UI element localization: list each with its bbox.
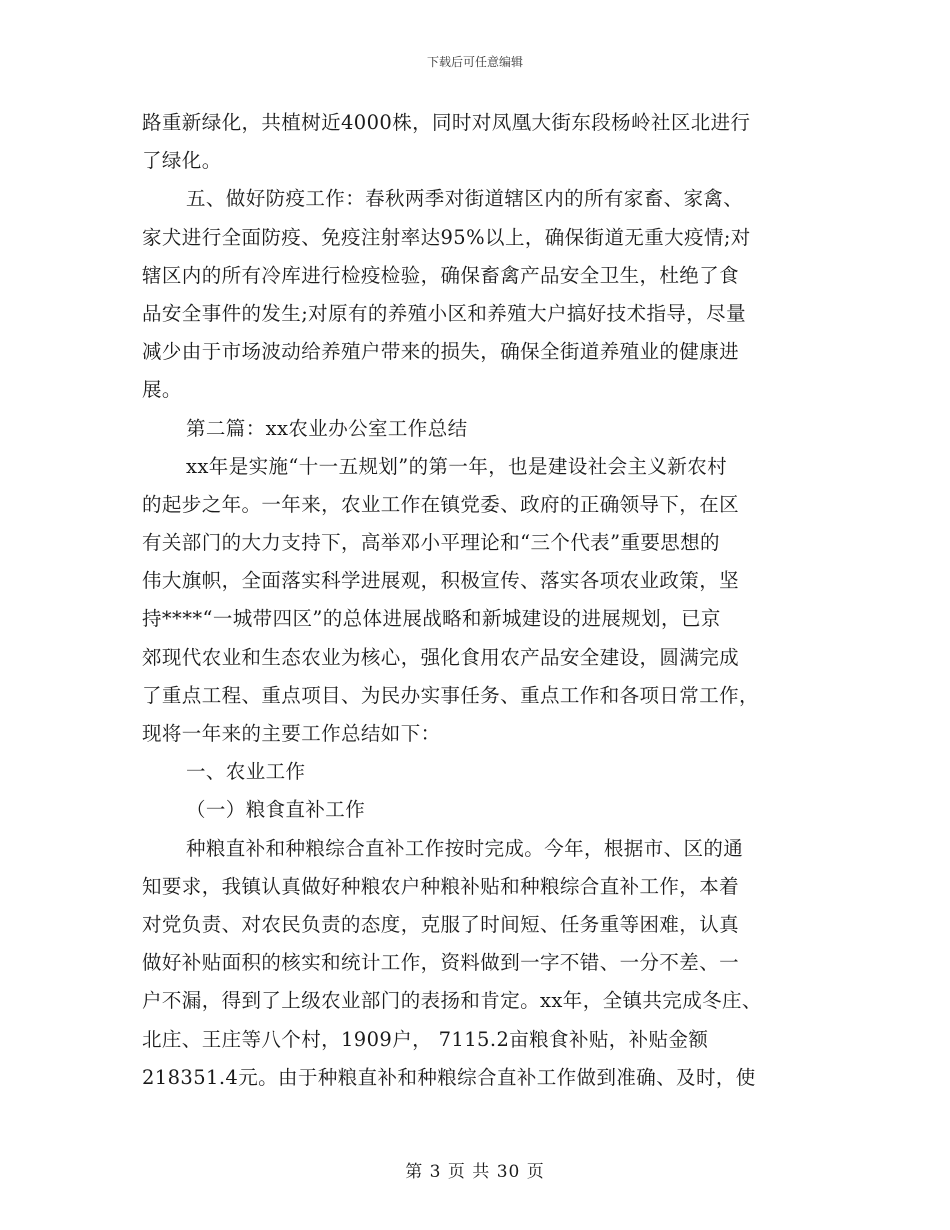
text-line: 了重点工程、重点项目、为民办实事任务、重点工作和各项日常工作， — [142, 683, 759, 707]
header-note: 下载后可任意编辑 — [426, 55, 523, 69]
text-line: 一、农业工作 — [186, 760, 306, 784]
text-line: 218351.4元。由于种粮直补和种粮综合直补工作做到准确、及时，使 — [142, 1065, 756, 1089]
text-line: 郊现代农业和生态农业为核心，强化食用农产品安全建设，圆满完成 — [142, 645, 740, 669]
text-line: 第二篇：xx农业办公室工作总结 — [186, 416, 468, 440]
document-body — [142, 104, 808, 1097]
text-line: 知要求，我镇认真做好种粮农户种粮补贴和种粮综合直补工作，本着 — [142, 874, 740, 898]
text-line: 家犬进行全面防疫、免疫注射率达95%以上，确保街道无重大疫情;对 — [142, 225, 751, 249]
text-line: 减少由于市场波动给养殖户带来的损失，确保全街道养殖业的健康进 — [142, 340, 740, 364]
text-line: 了绿化。 — [142, 149, 222, 173]
text-line: 伟大旗帜，全面落实科学进展观，积极宣传、落实各项农业政策，坚 — [142, 569, 740, 593]
text-line: 五、做好防疫工作：春秋两季对街道辖区内的所有家畜、家禽、 — [186, 187, 744, 211]
text-line: （一）粮食直补工作 — [186, 798, 366, 822]
text-line: 现将一年来的主要工作总结如下： — [142, 722, 441, 745]
text-line: 有关部门的大力支持下，高举邓小平理论和“三个代表”重要思想的 — [142, 531, 720, 555]
text-line: 北庄、王庄等八个村，1909户， 7115.2亩粮食补贴，补贴金额 — [142, 1027, 709, 1051]
text-line: 种粮直补和种粮综合直补工作按时完成。今年，根据市、区的通 — [186, 836, 744, 860]
text-line: xx年是实施“十一五规划”的第一年，也是建设社会主义新农村 — [186, 454, 728, 478]
page-footer: 第 3 页 共 30 页 — [405, 1162, 545, 1182]
text-line: 对党负责、对农民负责的态度，克服了时间短、任务重等困难，认真 — [142, 912, 740, 936]
text-line: 户不漏，得到了上级农业部门的表扬和肯定。xx年，全镇共完成冬庄、 — [142, 989, 762, 1013]
text-line: 路重新绿化，共植树近4000株，同时对凤凰大街东段杨岭社区北进行 — [142, 111, 751, 134]
text-line: 展。 — [142, 378, 182, 402]
text-line: 的起步之年。一年来，农业工作在镇党委、政府的正确领导下，在区 — [142, 492, 740, 516]
text-line: 品安全事件的发生;对原有的养殖小区和养殖大户搞好技术指导，尽量 — [142, 301, 746, 325]
text-line: 做好补贴面积的核实和统计工作，资料做到一字不错、一分不差、一 — [142, 951, 740, 975]
text-line: 辖区内的所有冷库进行检疫检验，确保畜禽产品安全卫生，杜绝了食 — [142, 263, 740, 287]
text-line: 持****“一城带四区”的总体进展战略和新城建设的进展规划，已京 — [142, 607, 721, 631]
